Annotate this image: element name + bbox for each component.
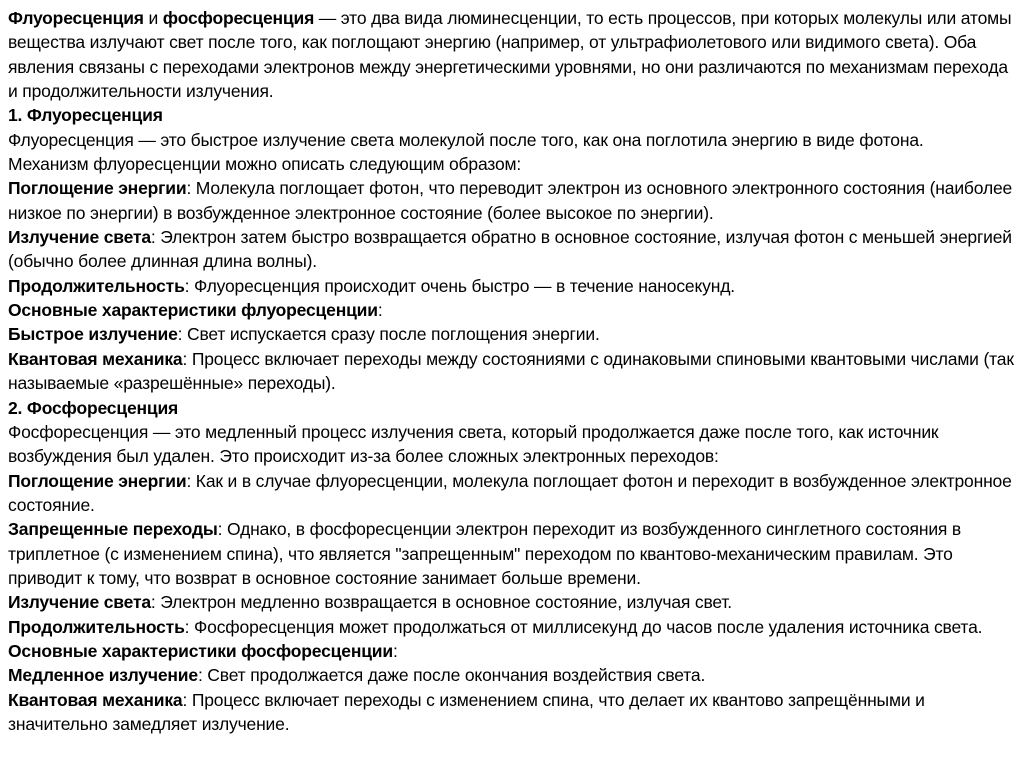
bold-text-run: Быстрое излучение (8, 324, 178, 345)
item-quantum-mechanics-phosphorescence (8, 688, 1014, 737)
section-2-heading (8, 396, 1014, 420)
item-light-emission-phosphorescence (8, 590, 1014, 614)
text-run: : Свет продолжается даже после окончания воздействия света. (197, 665, 706, 686)
characteristics-phosphorescence-heading (8, 639, 1014, 663)
bold-text-run: 2. Фосфоресценция (8, 397, 179, 418)
bold-text-run: Квантовая механика (8, 689, 183, 710)
text-run: : Свет испускается сразу после поглощения энергии. (177, 324, 600, 345)
text-run: : Флуоресценция происходит очень быстро — в течение наносекунд. (184, 275, 735, 296)
text-run: : Процесс включает переходы между состояниями с одинаковыми спиновыми квантовыми числами (так называемые «разрешённые» переходы). (8, 348, 1014, 394)
text-run: : Фосфоресценция может продолжаться от миллисекунд до часов после удаления источника света. (184, 616, 983, 637)
bold-text-run: Излучение света (8, 227, 151, 248)
section-1-heading (8, 103, 1014, 127)
item-energy-absorption-fluorescence (8, 176, 1014, 225)
bold-text-run: Запрещенные переходы (8, 519, 218, 540)
section-1-mechanism-intro (8, 152, 1014, 176)
bold-text-run: фосфоресценция (162, 8, 315, 28)
bold-text-run: Флуоресценция (8, 8, 144, 28)
text-run: — это два вида люминесценции, то есть процессов, при которых молекулы или атомы вещества излучают свет после того, как поглощают энергию (например, от ультрафиолетового или видимого света). Оба явления связаны с переходами электронов между энергетическими уровнями, но они различаются по механизмам перехода и продолжительности излучения. (8, 8, 1012, 102)
bold-text-run: Основные характеристики флуоресценции (8, 300, 378, 321)
text-run: Флуоресценция — это быстрое излучение света молекулой после того, как она поглотила энергию в виде фотона. (8, 129, 924, 150)
item-fast-emission (8, 322, 1014, 346)
text-run: : Процесс включает переходы с изменением спина, что делает их квантово запрещёнными и значительно замедляет излучение. (8, 689, 925, 734)
text-run: Механизм флуоресценции можно описать следующим образом: (8, 154, 522, 175)
bold-text-run: Основные характеристики фосфоресценции (8, 640, 393, 661)
item-light-emission-fluorescence (8, 225, 1014, 274)
bold-text-run: Квантовая механика (8, 348, 183, 369)
section-1-definition (8, 128, 1014, 152)
text-run: и (143, 8, 163, 28)
bold-text-run: Продолжительность (8, 616, 185, 637)
bold-text-run: Поглощение энергии (8, 470, 187, 491)
text-run: : Как и в случае флуоресценции, молекула поглощает фотон и переходит в возбужденное электронное состояние. (8, 470, 1012, 515)
section-2-definition (8, 420, 1014, 469)
characteristics-fluorescence-heading (8, 298, 1014, 322)
item-duration-phosphorescence (8, 615, 1014, 639)
item-slow-emission (8, 663, 1014, 687)
text-run: : Молекула поглощает фотон, что переводит электрон из основного электронного состояния (наиболее низкое по энергии) в возбужденное электронное состояние (более высокое по энергии). (8, 178, 1013, 223)
text-run: : (377, 300, 383, 321)
bold-text-run: Излучение света (8, 592, 151, 613)
item-energy-absorption-phosphorescence (8, 469, 1014, 518)
text-run: : Электрон затем быстро возвращается обратно в основное состояние, излучая фотон с меньшей энергией (обычно более длинная длина волны). (8, 227, 1012, 272)
bold-text-run: Медленное излучение (8, 665, 198, 686)
bold-text-run: 1. Флуоресценция (8, 105, 163, 126)
item-duration-fluorescence (8, 274, 1014, 298)
text-run: : Электрон медленно возвращается в основное состояние, излучая свет. (150, 592, 732, 613)
item-quantum-mechanics-fluorescence (8, 347, 1014, 396)
text-run: : Однако, в фосфоресценции электрон переходит из возбужденного синглетного состояния в триплетное (с изменением спина), что является "запрещенным" переходом по квантово-механическим правилам. Это приводит к тому, что возврат в основное состояние занимает больше времени. (8, 519, 962, 588)
text-run: : (392, 640, 398, 661)
item-forbidden-transitions (8, 517, 1014, 590)
intro-paragraph (8, 6, 1014, 103)
bold-text-run: Продолжительность (8, 275, 185, 296)
text-run: Фосфоресценция — это медленный процесс излучения света, который продолжается даже после того, как источник возбуждения был удален. Это происходит из-за более сложных электронных переходов: (8, 421, 939, 467)
bold-text-run: Поглощение энергии (8, 178, 187, 199)
